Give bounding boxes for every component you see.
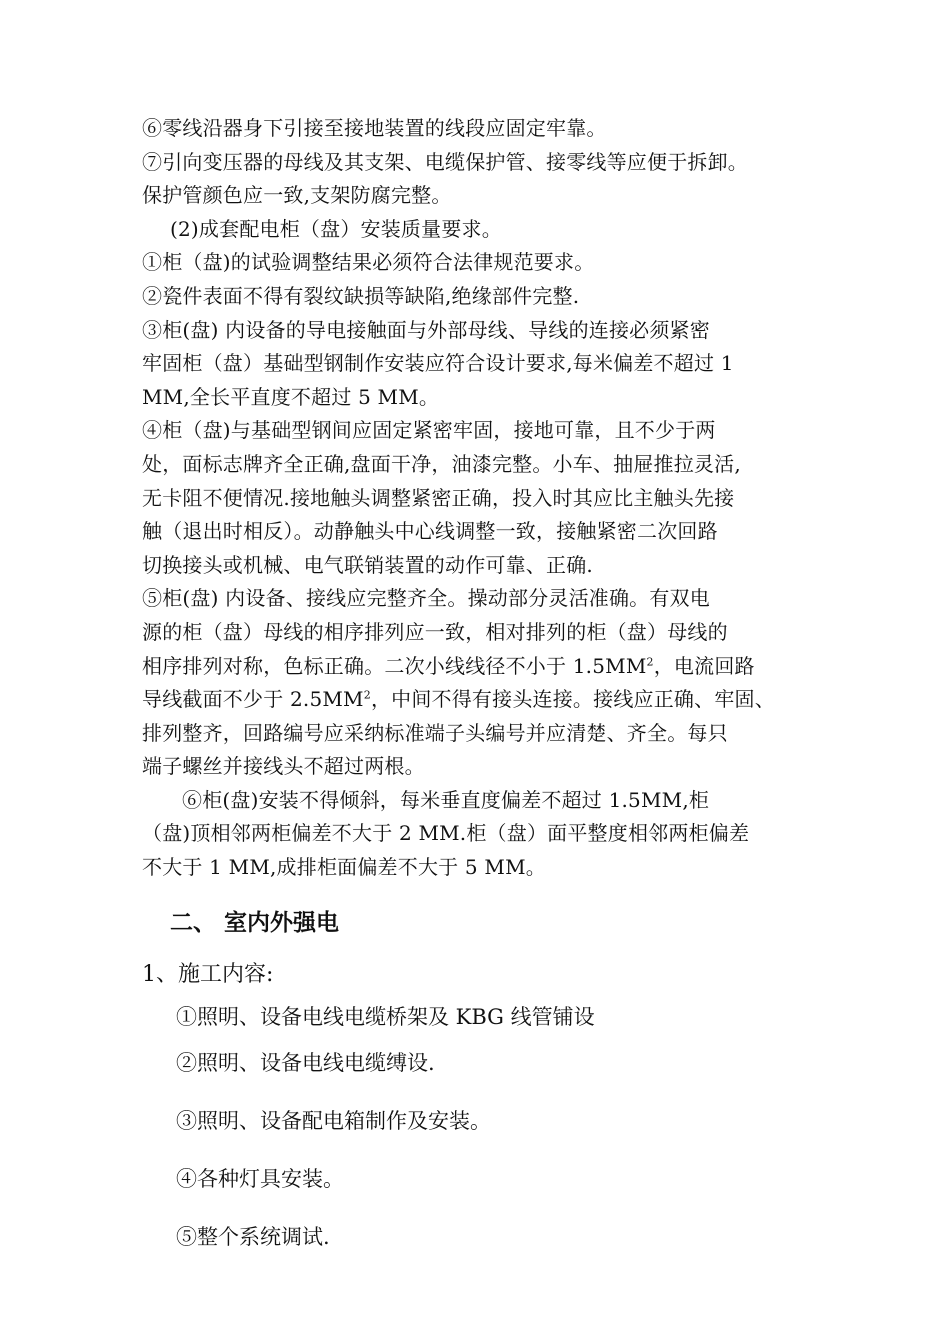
text-run: 导线截面不少于 2.5MM [142,687,364,712]
superscript: 2 [646,654,654,668]
subsection-title: 1、施工内容: [142,961,274,987]
para-line: 处，面标志牌齐全正确,盘面干净，油漆完整。小车、抽屉推拉灵活, [142,451,741,476]
para-line: 触（退出时相反）。动静触头中心线调整一致，接触紧密二次回路 [142,519,718,544]
document-page [142,112,832,1252]
text-run: 相序排列对称，色标正确。二次小线线径不小于 1.5MM [142,653,647,678]
para-line: 切换接头或机械、电气联销装置的动作可靠、正确. [142,552,593,577]
text-run: ，中间不得有接头连接。接线应正确、牢固、 [370,687,775,712]
para-line: ④柜（盘)与基础型钢间应固定紧密牢固，接地可靠，且不少于两 [142,418,716,443]
text-run: ，电流回路 [653,653,755,678]
para-line: ②瓷件表面不得有裂纹缺损等缺陷,绝缘部件完整. [142,283,580,308]
para-line: 源的柜（盘）母线的相序排列应一致，相对排列的柜（盘）母线的 [142,619,728,644]
para-line [142,683,832,717]
para-line: ⑤柜(盘) 内设备、接线应完整齐全。操动部分灵活准确。有双电 [142,586,710,611]
para-line: 无卡阻不便情况.接地触头调整紧密正确，投入时其应比主触头先接 [142,485,735,510]
para-line: MM,全长平直度不超过 5 MM。 [142,384,440,409]
para-line: ③柜(盘) 内设备的导电接触面与外部母线、导线的连接必须紧密 [142,317,710,342]
para-line: ⑥零线沿器身下引接至接地装置的线段应固定牢靠。 [142,116,607,140]
para-line: 保护管颜色应一致,支架防腐完整。 [142,183,452,208]
list-item: ③照明、设备配电箱制作及安装。 [176,1108,491,1133]
section-heading: 二、 室内外强电 [170,909,340,936]
para-line: 端子螺丝并接线头不超过两根。 [142,754,425,779]
list-item: ⑤整个系统调试. [176,1224,330,1249]
para-line: （盘)顶相邻两柜偏差不大于 2 MM.柜（盘）面平整度相邻两柜偏差 [142,821,750,846]
section-subtitle: (2)成套配电柜（盘）安装质量要求。 [170,216,502,241]
para-line [142,650,832,684]
para-line: ①柜（盘)的试验调整结果必须符合法律规范要求。 [142,250,595,275]
list-item: ④各种灯具安装。 [176,1166,344,1191]
superscript: 2 [363,688,371,702]
para-line: 排列整齐，回路编号应采纳标准端子头编号并应清楚、齐全。每只 [142,720,728,745]
para-line: ⑦引向变压器的母线及其支架、电缆保护管、接零线等应便于拆卸。 [142,149,748,174]
list-item: ②照明、设备电线电缆缚设. [176,1050,435,1075]
list-item: ①照明、设备电线电缆桥架及 KBG 线管铺设 [176,1004,595,1029]
para-line: 牢固柜（盘）基础型钢制作安装应符合设计要求,每米偏差不超过 1 [142,351,734,376]
para-line: ⑥柜(盘)安装不得倾斜，每米垂直度偏差不超过 1.5MM,柜 [182,787,710,812]
para-line: 不大于 1 MM,成排柜面偏差不大于 5 MM。 [142,855,546,880]
